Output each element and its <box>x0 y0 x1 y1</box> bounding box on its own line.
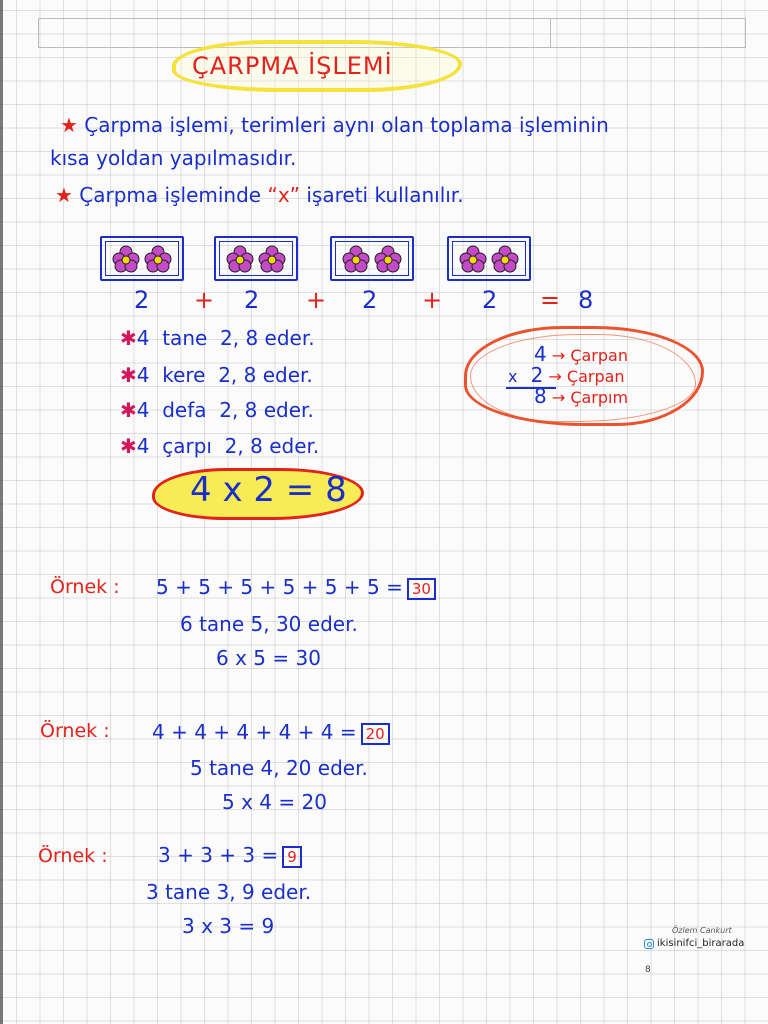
flower-box-1 <box>100 236 184 281</box>
definition-line-1 <box>60 113 609 137</box>
flower-box-2 <box>214 236 298 281</box>
instagram-handle: ikisinifci_birarada <box>644 938 744 949</box>
main-equation: 4 x 2 = 8 <box>190 470 347 510</box>
example-2-label: Örnek : <box>40 720 110 742</box>
example-2-sum: 4 + 4 + 4 + 4 + 4 = 20 <box>152 720 390 745</box>
addition-result: 8 <box>578 286 594 314</box>
addition-term-1: 2 <box>134 286 150 314</box>
cloud-row-1: 4 → Çarpan <box>534 342 628 366</box>
example-1-sum: 5 + 5 + 5 + 5 + 5 + 5 = 30 <box>156 575 436 600</box>
example-1-answer: 30 <box>407 578 436 600</box>
flower-box-4 <box>447 236 531 281</box>
asterisk-icon: ✱ <box>120 434 137 458</box>
plus-sign: + <box>422 286 443 314</box>
example-3-answer: 9 <box>282 846 302 868</box>
example-2-answer: 20 <box>361 723 390 745</box>
cloud-row-3: 8 → Çarpım <box>534 384 629 408</box>
asterisk-icon: ✱ <box>120 326 137 350</box>
example-1-label: Örnek : <box>50 576 120 598</box>
statement-3: ✱4 defa 2, 8 eder. <box>120 398 314 422</box>
example-3-equation: 3 x 3 = 9 <box>182 914 275 938</box>
flower-icon <box>458 245 488 273</box>
statement-1: ✱4 tane 2, 8 eder. <box>120 326 315 350</box>
flower-icon <box>373 245 403 273</box>
definition-line-3 <box>55 183 464 207</box>
addition-term-4: 2 <box>482 286 498 314</box>
example-3-label: Örnek : <box>38 845 108 867</box>
flower-icon <box>225 245 255 273</box>
example-3-text: 3 tane 3, 9 eder. <box>146 880 312 904</box>
example-1-text: 6 tane 5, 30 eder. <box>180 612 358 636</box>
flower-box-3 <box>330 236 414 281</box>
definition-text-3c: işareti kullanılır. <box>306 183 464 207</box>
cloud-row-2: x 2 → Çarpan <box>508 363 625 387</box>
flower-icon <box>111 245 141 273</box>
addition-term-3: 2 <box>362 286 378 314</box>
flower-icon <box>257 245 287 273</box>
definition-line-2: kısa yoldan yapılmasıdır. <box>50 146 297 170</box>
flower-icon <box>490 245 520 273</box>
definition-text-3a: Çarpma işleminde <box>79 183 262 207</box>
asterisk-icon: ✱ <box>120 363 137 387</box>
statement-4: ✱4 çarpı 2, 8 eder. <box>120 434 320 458</box>
definition-text-1: Çarpma işlemi, terimleri aynı olan toplama işleminin <box>84 113 609 137</box>
x-sign-quote: “x” <box>267 183 301 207</box>
star-icon: ★ <box>55 183 73 207</box>
star-icon: ★ <box>60 113 78 137</box>
asterisk-icon: ✱ <box>120 398 137 422</box>
example-3-sum: 3 + 3 + 3 = 9 <box>158 843 302 868</box>
plus-sign: + <box>306 286 327 314</box>
flower-icon <box>341 245 371 273</box>
author-signature: Özlem Cankurt <box>672 926 732 935</box>
example-2-text: 5 tane 4, 20 eder. <box>190 756 368 780</box>
equals-sign: = <box>540 286 561 314</box>
arrow-right-icon: → <box>548 367 562 386</box>
page-title: ÇARPMA İŞLEMİ <box>192 52 393 80</box>
header-strip-divider <box>550 18 551 48</box>
page-mark: 8 <box>645 965 651 975</box>
instagram-icon <box>644 939 654 949</box>
flower-icon <box>143 245 173 273</box>
example-1-equation: 6 x 5 = 30 <box>216 646 321 670</box>
arrow-right-icon: → <box>551 388 566 407</box>
arrow-right-icon: → <box>551 346 566 365</box>
example-2-equation: 5 x 4 = 20 <box>222 790 327 814</box>
addition-term-2: 2 <box>244 286 260 314</box>
statement-2: ✱4 kere 2, 8 eder. <box>120 363 313 387</box>
page-edge <box>0 0 3 1024</box>
plus-sign: + <box>194 286 215 314</box>
